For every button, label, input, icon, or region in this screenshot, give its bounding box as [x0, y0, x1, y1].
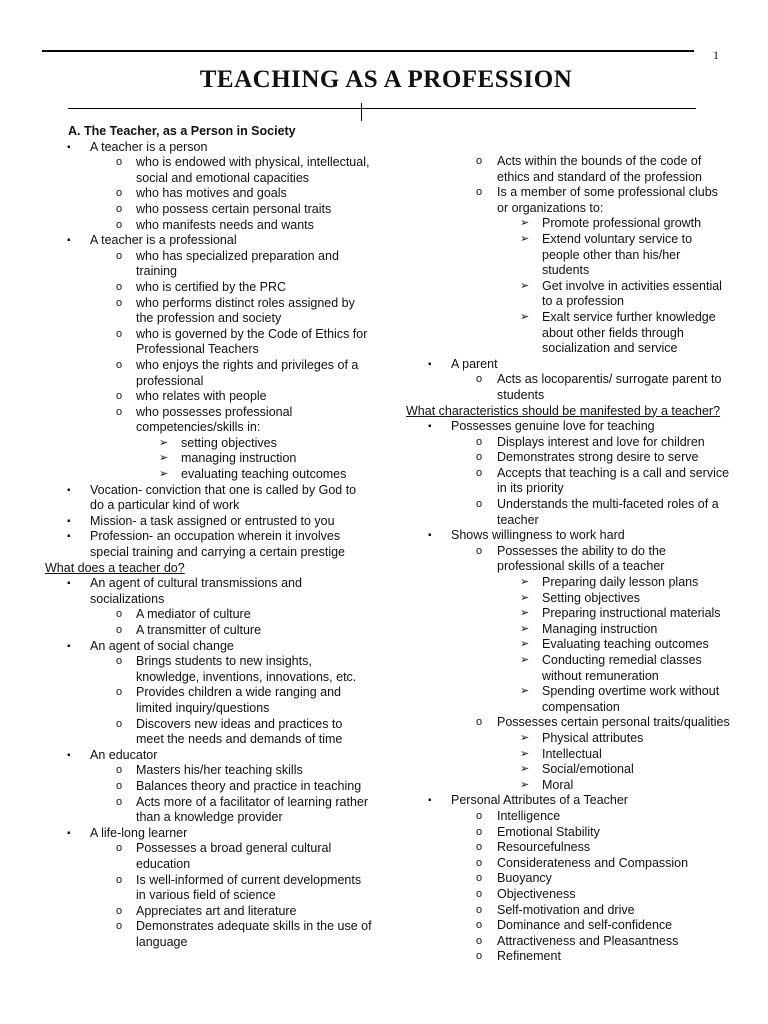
outline-item: o who manifests needs and wants: [42, 218, 372, 234]
top-rule: [42, 50, 694, 52]
outline-item: o Appreciates art and literature: [42, 904, 372, 920]
outline-item: o Discovers new ideas and practices to meet the needs and demands of time: [42, 717, 372, 748]
outline-item: ▪ Vocation- conviction that one is called by God to do a particular kind of work: [42, 483, 372, 514]
outline-item: o Demonstrates strong desire to serve: [404, 450, 730, 466]
outline-item: o who performs distinct roles assigned by the profession and society: [42, 296, 372, 327]
outline-item: ➢ Setting objectives: [404, 591, 730, 607]
outline-item: ▪ A teacher is a professional: [42, 233, 372, 249]
outline-item: ➢ Exalt service further knowledge about other fields through socialization and service: [404, 310, 730, 357]
outline-item: ▪ Personal Attributes of a Teacher: [404, 793, 730, 809]
outline-item: o Intelligence: [404, 809, 730, 825]
outline-item: o Objectiveness: [404, 887, 730, 903]
outline-item: ➢ Promote professional growth: [404, 216, 730, 232]
outline-item: o Balances theory and practice in teaching: [42, 779, 372, 795]
outline-item: o Acts more of a facilitator of learning rather than a knowledge provider: [42, 795, 372, 826]
outline-item: o who has motives and goals: [42, 186, 372, 202]
outline-item: o Acts as locoparentis/ surrogate parent to students: [404, 372, 730, 403]
outline-item: ➢ Physical attributes: [404, 731, 730, 747]
outline-item: o who is governed by the Code of Ethics for Professional Teachers: [42, 327, 372, 358]
section-heading: A. The Teacher, as a Person in Society: [68, 124, 296, 138]
outline-item: ▪ An agent of cultural transmissions and socializations: [42, 576, 372, 607]
outline-item: ▪ A parent: [404, 357, 730, 373]
outline-item: o who has specialized preparation and training: [42, 249, 372, 280]
right-outline: [404, 154, 730, 965]
outline-item: ▪ Mission- a task assigned or entrusted to you: [42, 514, 372, 530]
outline-item: ➢ Extend voluntary service to people other than his/her students: [404, 232, 730, 279]
outline-item: o Acts within the bounds of the code of ethics and standard of the profession: [404, 154, 730, 185]
outline-item: o who possesses professional competencies/skills in:: [42, 405, 372, 436]
title-tick-mark: [361, 103, 362, 121]
outline-item: o A transmitter of culture: [42, 623, 372, 639]
outline-item: ➢ setting objectives: [42, 436, 372, 452]
left-outline: [42, 124, 372, 950]
question-heading: What characteristics should be manifested by a teacher?: [406, 403, 721, 418]
outline-item: ▪ Profession- an occupation wherein it involves special training and carrying a certain prestige: [42, 529, 372, 560]
outline-item: ➢ Moral: [404, 778, 730, 794]
outline-item: o Understands the multi-faceted roles of a teacher: [404, 497, 730, 528]
page-title: TEACHING AS A PROFESSION: [199, 66, 573, 93]
outline-item: o Possesses a broad general cultural education: [42, 841, 372, 872]
outline-item: o Accepts that teaching is a call and service in its priority: [404, 466, 730, 497]
outline-item: o Is a member of some professional clubs or organizations to:: [404, 185, 730, 216]
outline-item: o who possess certain personal traits: [42, 202, 372, 218]
outline-item: ▪ Possesses genuine love for teaching: [404, 419, 730, 435]
outline-item: o Displays interest and love for children: [404, 435, 730, 451]
outline-item: o Possesses certain personal traits/qualities: [404, 715, 730, 731]
outline-item: o Demonstrates adequate skills in the use of language: [42, 919, 372, 950]
outline-item: ➢ evaluating teaching outcomes: [42, 467, 372, 483]
outline-item: ▪ A teacher is a person: [42, 140, 372, 156]
outline-item: o Attractiveness and Pleasantness: [404, 934, 730, 950]
outline-item: ▪ A life-long learner: [42, 826, 372, 842]
outline-item: o who relates with people: [42, 389, 372, 405]
title-underline: [68, 108, 696, 109]
outline-item: ➢ managing instruction: [42, 451, 372, 467]
outline-item: o Dominance and self-confidence: [404, 918, 730, 934]
outline-item: o Brings students to new insights, knowledge, inventions, innovations, etc.: [42, 654, 372, 685]
outline-item: o Is well-informed of current developments in various field of science: [42, 873, 372, 904]
outline-item: ➢ Evaluating teaching outcomes: [404, 637, 730, 653]
outline-item: ➢ Intellectual: [404, 747, 730, 763]
outline-item: ➢ Spending overtime work without compensation: [404, 684, 730, 715]
right-column: [404, 154, 730, 965]
outline-item: ▪ An agent of social change: [42, 639, 372, 655]
page-number: 1: [713, 48, 719, 62]
outline-item: o who enjoys the rights and privileges of a professional: [42, 358, 372, 389]
left-column: [42, 124, 372, 950]
outline-item: o Considerateness and Compassion: [404, 856, 730, 872]
outline-item: o Emotional Stability: [404, 825, 730, 841]
question-heading: What does a teacher do?: [45, 560, 185, 575]
outline-item: ➢ Preparing daily lesson plans: [404, 575, 730, 591]
outline-item: o who is certified by the PRC: [42, 280, 372, 296]
outline-item: ▪ Shows willingness to work hard: [404, 528, 730, 544]
outline-item: o who is endowed with physical, intellectual, social and emotional capacities: [42, 155, 372, 186]
outline-item: o Self-motivation and drive: [404, 903, 730, 919]
outline-item: o Provides children a wide ranging and limited inquiry/questions: [42, 685, 372, 716]
outline-item: ➢ Preparing instructional materials: [404, 606, 730, 622]
outline-item: ➢ Managing instruction: [404, 622, 730, 638]
outline-item: o Masters his/her teaching skills: [42, 763, 372, 779]
outline-item: ➢ Get involve in activities essential to a profession: [404, 279, 730, 310]
outline-item: o Possesses the ability to do the professional skills of a teacher: [404, 544, 730, 575]
outline-item: ➢ Social/emotional: [404, 762, 730, 778]
outline-item: o Buoyancy: [404, 871, 730, 887]
outline-item: ▪ An educator: [42, 748, 372, 764]
outline-item: ➢ Conducting remedial classes without remuneration: [404, 653, 730, 684]
outline-item: o Resourcefulness: [404, 840, 730, 856]
outline-item: o Refinement: [404, 949, 730, 965]
outline-item: o A mediator of culture: [42, 607, 372, 623]
